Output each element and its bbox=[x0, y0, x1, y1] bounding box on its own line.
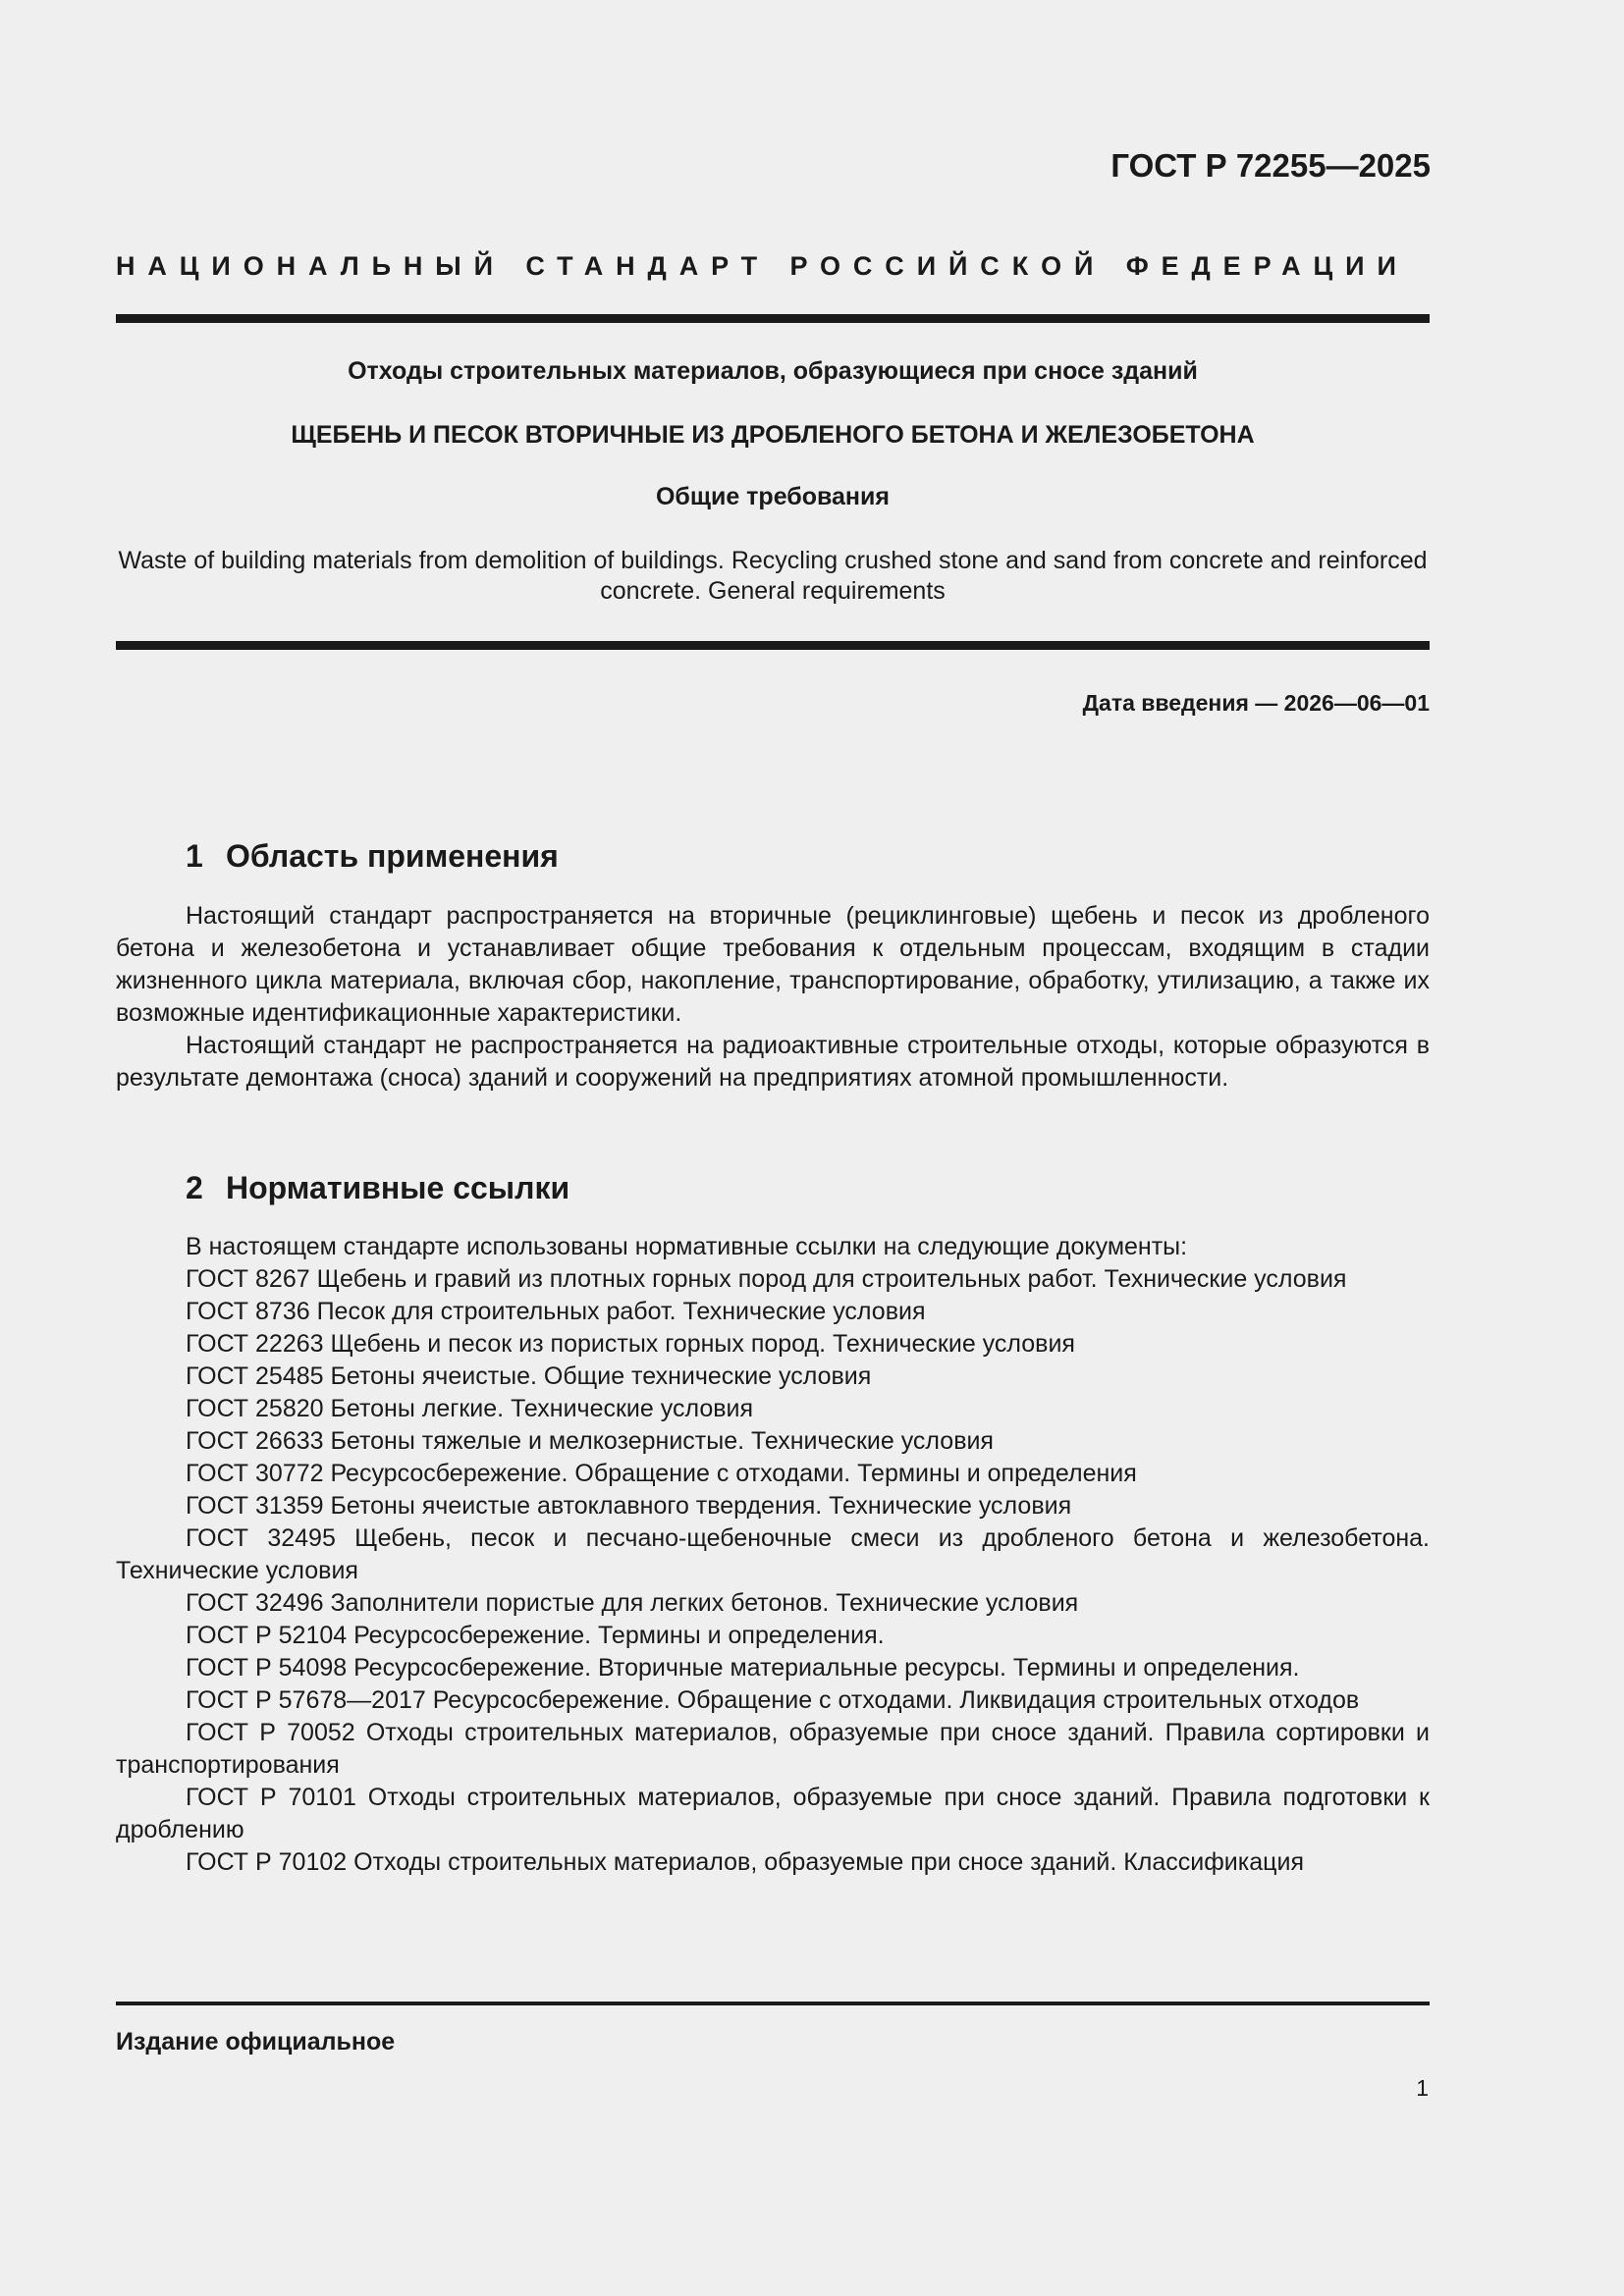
title-line-3: Общие требования bbox=[655, 483, 890, 510]
reference-item: ГОСТ 31359 Бетоны ячеистые автоклавного твердения. Технические условия bbox=[186, 1492, 1072, 1520]
section-1-heading bbox=[186, 838, 559, 875]
section-2-number: 2 bbox=[186, 1170, 203, 1205]
reference-item: ГОСТ 25820 Бетоны легкие. Технические условия bbox=[186, 1395, 754, 1422]
section-2-heading bbox=[186, 1170, 569, 1206]
reference-item: ГОСТ 8267 Щебень и гравий из плотных горных пород для строительных работ. Технические условия bbox=[186, 1265, 1347, 1293]
title-line-2: ЩЕБЕНЬ И ПЕСОК ВТОРИЧНЫЕ ИЗ ДРОБЛЕНОГО БЕТОНА И ЖЕЛЕЗОБЕТОНА bbox=[291, 421, 1255, 449]
footer-rule bbox=[116, 2002, 1430, 2005]
section-2-title: Нормативные ссылки bbox=[226, 1170, 570, 1205]
reference-item: ГОСТ Р 57678—2017 Ресурсосбережение. Обращение с отходами. Ликвидация строительных отходов bbox=[186, 1686, 1360, 1714]
reference-item: ГОСТ 30772 Ресурсосбережение. Обращение с отходами. Термины и определения bbox=[186, 1460, 1137, 1487]
paragraph: Настоящий стандарт не распространяется на радиоактивные строительные отходы, которые образуются в результате демонтажа (сноса) зданий и сооружений на предприятиях атомной промышленности. bbox=[116, 1032, 1430, 1092]
reference-item: ГОСТ 25485 Бетоны ячеистые. Общие технические условия bbox=[186, 1362, 872, 1390]
reference-item: ГОСТ Р 70052 Отходы строительных материалов, образуемые при сносе зданий. Правила сортировки и транспортирования bbox=[116, 1719, 1430, 1779]
page-number: 1 bbox=[1416, 2075, 1429, 2101]
reference-item: ГОСТ Р 70101 Отходы строительных материалов, образуемые при сносе зданий. Правила подготовки к дроблению bbox=[116, 1784, 1430, 1843]
reference-item: ГОСТ 32495 Щебень, песок и песчано-щебеночные смеси из дробленого бетона и железобетона. Технические условия bbox=[116, 1524, 1430, 1584]
reference-item: ГОСТ 22263 Щебень и песок из пористых горных пород. Технические условия bbox=[186, 1330, 1075, 1358]
reference-item: ГОСТ 32496 Заполнители пористые для легких бетонов. Технические условия bbox=[186, 1589, 1079, 1617]
top-rule bbox=[116, 314, 1430, 323]
reference-item: ГОСТ 26633 Бетоны тяжелые и мелкозернистые. Технические условия bbox=[186, 1427, 994, 1455]
official-edition-label: Издание официальное bbox=[116, 2028, 396, 2056]
reference-item: ГОСТ Р 52104 Ресурсосбережение. Термины и определения. bbox=[186, 1622, 885, 1649]
section-1-title: Область применения bbox=[226, 838, 559, 874]
section-2-body bbox=[116, 1231, 1430, 1879]
reference-item: ГОСТ 8736 Песок для строительных работ. Технические условия bbox=[186, 1298, 926, 1325]
reference-item: ГОСТ Р 54098 Ресурсосбережение. Вторичные материальные ресурсы. Термины и определения. bbox=[186, 1654, 1300, 1682]
standard-code: ГОСТ Р 72255—2025 bbox=[1110, 147, 1431, 184]
national-standard-banner: НАЦИОНАЛЬНЫЙ СТАНДАРТ РОССИЙСКОЙ ФЕДЕРАЦИИ bbox=[116, 251, 1409, 281]
section-1-number: 1 bbox=[186, 838, 203, 874]
section-2-intro: В настоящем стандарте использованы нормативные ссылки на следующие документы: bbox=[186, 1233, 1188, 1260]
title-line-1: Отходы строительных материалов, образующиеся при сносе зданий bbox=[348, 357, 1198, 385]
section-1-body bbox=[116, 900, 1430, 1095]
reference-item: ГОСТ Р 70102 Отходы строительных материалов, образуемые при сносе зданий. Классификация bbox=[186, 1848, 1304, 1876]
title-bottom-rule bbox=[116, 641, 1430, 650]
introduction-date: Дата введения — 2026—06—01 bbox=[1082, 690, 1430, 716]
paragraph: Настоящий стандарт распространяется на вторичные (рециклинговые) щебень и песок из дробленого бетона и железобетона и устанавливает общие требования к отдельным процессам, входящим в стадии жизненного цикла материала, включая сбор, накопление, транспортирование, обработку, утилизацию, а также их возможные идентификационные характеристики. bbox=[116, 902, 1430, 1027]
english-title: Waste of building materials from demolition of buildings. Recycling crushed stone and sand from concrete and reinforced concrete. General requirements bbox=[118, 547, 1428, 605]
